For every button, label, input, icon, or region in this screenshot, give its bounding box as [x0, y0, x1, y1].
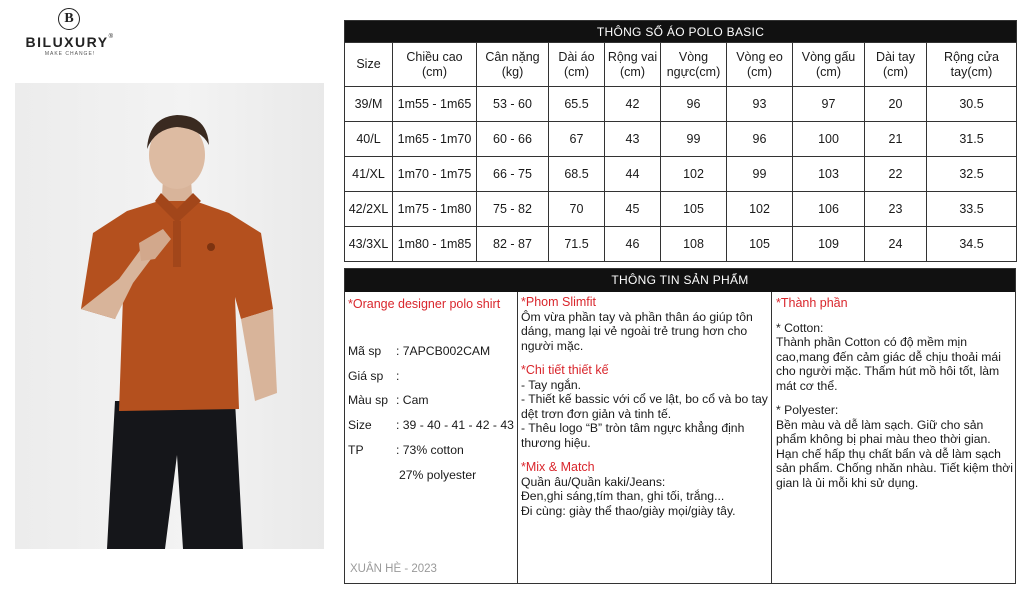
table-cell: 20: [865, 87, 927, 122]
table-cell: 66 - 75: [477, 157, 549, 192]
details-title: *Chi tiết thiết kế: [521, 363, 609, 377]
material-row: TP : 73% cotton: [348, 443, 464, 457]
material-value: : 73% cotton: [396, 443, 464, 457]
right-arm: [241, 309, 277, 401]
brand-name: BILUXURY®: [25, 34, 115, 50]
mix-text: Đi cùng: giày thể thao/giày mọi/giày tây.: [521, 503, 736, 518]
table-cell: 1m55 - 1m65: [393, 87, 477, 122]
table-row: [345, 192, 1017, 227]
form-title: *Phom Slimfit: [521, 295, 597, 309]
table-cell: 31.5: [927, 122, 1017, 157]
table-cell: 1m80 - 1m85: [393, 227, 477, 262]
price-value: :: [396, 369, 400, 383]
brand-logo: [18, 8, 122, 62]
table-cell: 105: [727, 227, 793, 262]
polo-placket: [173, 221, 181, 267]
cotton-title: * Cotton:: [776, 320, 824, 335]
column-header: Rộng vai (cm): [605, 43, 661, 87]
details-item: - Thiết kế bassic với cổ ve lật, bo cổ và bo tay dệt trơn đơn giản và tinh tế.: [521, 392, 768, 421]
table-cell: 41/XL: [345, 157, 393, 192]
table-cell: 1m70 - 1m75: [393, 157, 477, 192]
table-cell: 40/L: [345, 122, 393, 157]
column-header: Vòng ngực(cm): [661, 43, 727, 87]
column-header: Vòng eo (cm): [727, 43, 793, 87]
trousers: [107, 401, 243, 549]
table-row: [345, 122, 1017, 157]
table-cell: 103: [793, 157, 865, 192]
table-cell: 39/M: [345, 87, 393, 122]
table-cell: 24: [865, 227, 927, 262]
brand-tagline: MAKE CHANGE!: [44, 51, 96, 57]
product-info-title: THÔNG TIN SẢN PHẨM: [345, 269, 1015, 292]
size-chart-table: [344, 20, 1017, 262]
table-cell: 22: [865, 157, 927, 192]
table-cell: 45: [605, 192, 661, 227]
table-cell: 33.5: [927, 192, 1017, 227]
mix-text: Quần âu/Quần kaki/Jeans:: [521, 474, 666, 489]
color-value: : Cam: [396, 393, 429, 407]
table-cell: 34.5: [927, 227, 1017, 262]
size-row: Size : 39 - 40 - 41 - 42 - 43: [348, 418, 514, 432]
size-chart-header-row: [345, 43, 1017, 87]
form-text: Ôm vừa phần tay và phần thân áo giúp tôn dáng, mang lại vẻ ngoài trẻ trung hơn cho người mặc.: [521, 309, 753, 353]
mix-text: Đen,ghi sáng,tím than, ghi tối, trắng...: [521, 489, 725, 503]
table-cell: 82 - 87: [477, 227, 549, 262]
table-cell: 65.5: [549, 87, 605, 122]
size-value: : 39 - 40 - 41 - 42 - 43: [396, 418, 514, 432]
product-photo: [15, 83, 324, 549]
column-header: Vòng gấu (cm): [793, 43, 865, 87]
column-header: Dài tay (cm): [865, 43, 927, 87]
product-summary-column: [345, 292, 517, 583]
table-cell: 71.5: [549, 227, 605, 262]
brand-mark: B: [58, 8, 80, 30]
table-cell: 75 - 82: [477, 192, 549, 227]
product-info-box: [344, 268, 1016, 584]
table-cell: 23: [865, 192, 927, 227]
table-cell: 102: [727, 192, 793, 227]
composition-title: *Thành phần: [776, 296, 848, 310]
table-row: [345, 157, 1017, 192]
table-cell: 44: [605, 157, 661, 192]
mix-title: *Mix & Match: [521, 460, 595, 474]
table-cell: 100: [793, 122, 865, 157]
table-cell: 1m65 - 1m70: [393, 122, 477, 157]
table-cell: 46: [605, 227, 661, 262]
column-header: Cân nặng (kg): [477, 43, 549, 87]
table-cell: 96: [661, 87, 727, 122]
table-cell: 43/3XL: [345, 227, 393, 262]
table-cell: 67: [549, 122, 605, 157]
table-cell: 68.5: [549, 157, 605, 192]
composition-column: [771, 292, 1017, 583]
sku-row: Mã sp : 7APCB002CAM: [348, 344, 491, 358]
table-cell: 70: [549, 192, 605, 227]
cotton-text: Thành phần Cotton có độ mềm mịn cao,mang đến cảm giác dễ chịu thoải mái cho người mặc. Thấm hút mồ hôi tốt, làm mát cơ thể.: [776, 335, 1001, 393]
table-cell: 60 - 66: [477, 122, 549, 157]
table-cell: 21: [865, 122, 927, 157]
table-cell: 1m75 - 1m80: [393, 192, 477, 227]
details-item: - Thêu logo “B” tròn tâm ngực khẳng định thương hiệu.: [521, 421, 745, 450]
table-cell: 53 - 60: [477, 87, 549, 122]
table-cell: 42/2XL: [345, 192, 393, 227]
table-row: [345, 227, 1017, 262]
details-item: - Tay ngắn.: [521, 377, 582, 392]
price-row: Giá sp :: [348, 369, 400, 383]
table-cell: 96: [727, 122, 793, 157]
table-cell: 30.5: [927, 87, 1017, 122]
material-value-2: 27% polyester: [399, 468, 477, 482]
table-cell: 99: [661, 122, 727, 157]
table-cell: 108: [661, 227, 727, 262]
table-cell: 102: [661, 157, 727, 192]
table-row: [345, 87, 1017, 122]
size-chart-title: THÔNG SỐ ÁO POLO BASIC: [345, 21, 1017, 43]
table-cell: 99: [727, 157, 793, 192]
product-design-column: [517, 292, 771, 583]
table-cell: 106: [793, 192, 865, 227]
column-header: Dài áo (cm): [549, 43, 605, 87]
table-cell: 109: [793, 227, 865, 262]
column-header: Chiều cao (cm): [393, 43, 477, 87]
color-row: Màu sp : Cam: [348, 393, 429, 407]
polyester-text: Bền màu và dễ làm sạch. Giữ cho sản phẩm không bị phai màu theo thời gian. Hạn chế hấp thụ chất bẩn và dễ làm sạch sản phẩm. Chống nhăn nhàu. Tiết kiệm thời gian là ủi mỗi khi sử dụng.: [776, 417, 1013, 490]
table-cell: 97: [793, 87, 865, 122]
polyester-title: * Polyester:: [776, 403, 839, 417]
column-header: Size: [345, 43, 393, 87]
chest-logo-icon: [207, 243, 215, 251]
product-name: *Orange designer polo shirt: [348, 297, 501, 311]
table-cell: 105: [661, 192, 727, 227]
model-illustration: [15, 83, 324, 549]
table-cell: 32.5: [927, 157, 1017, 192]
table-cell: 93: [727, 87, 793, 122]
column-header: Rộng cửa tay(cm): [927, 43, 1017, 87]
table-cell: 43: [605, 122, 661, 157]
table-cell: 42: [605, 87, 661, 122]
sku-value: : 7APCB002CAM: [396, 344, 491, 358]
season-label: XUÂN HÈ - 2023: [350, 562, 437, 575]
